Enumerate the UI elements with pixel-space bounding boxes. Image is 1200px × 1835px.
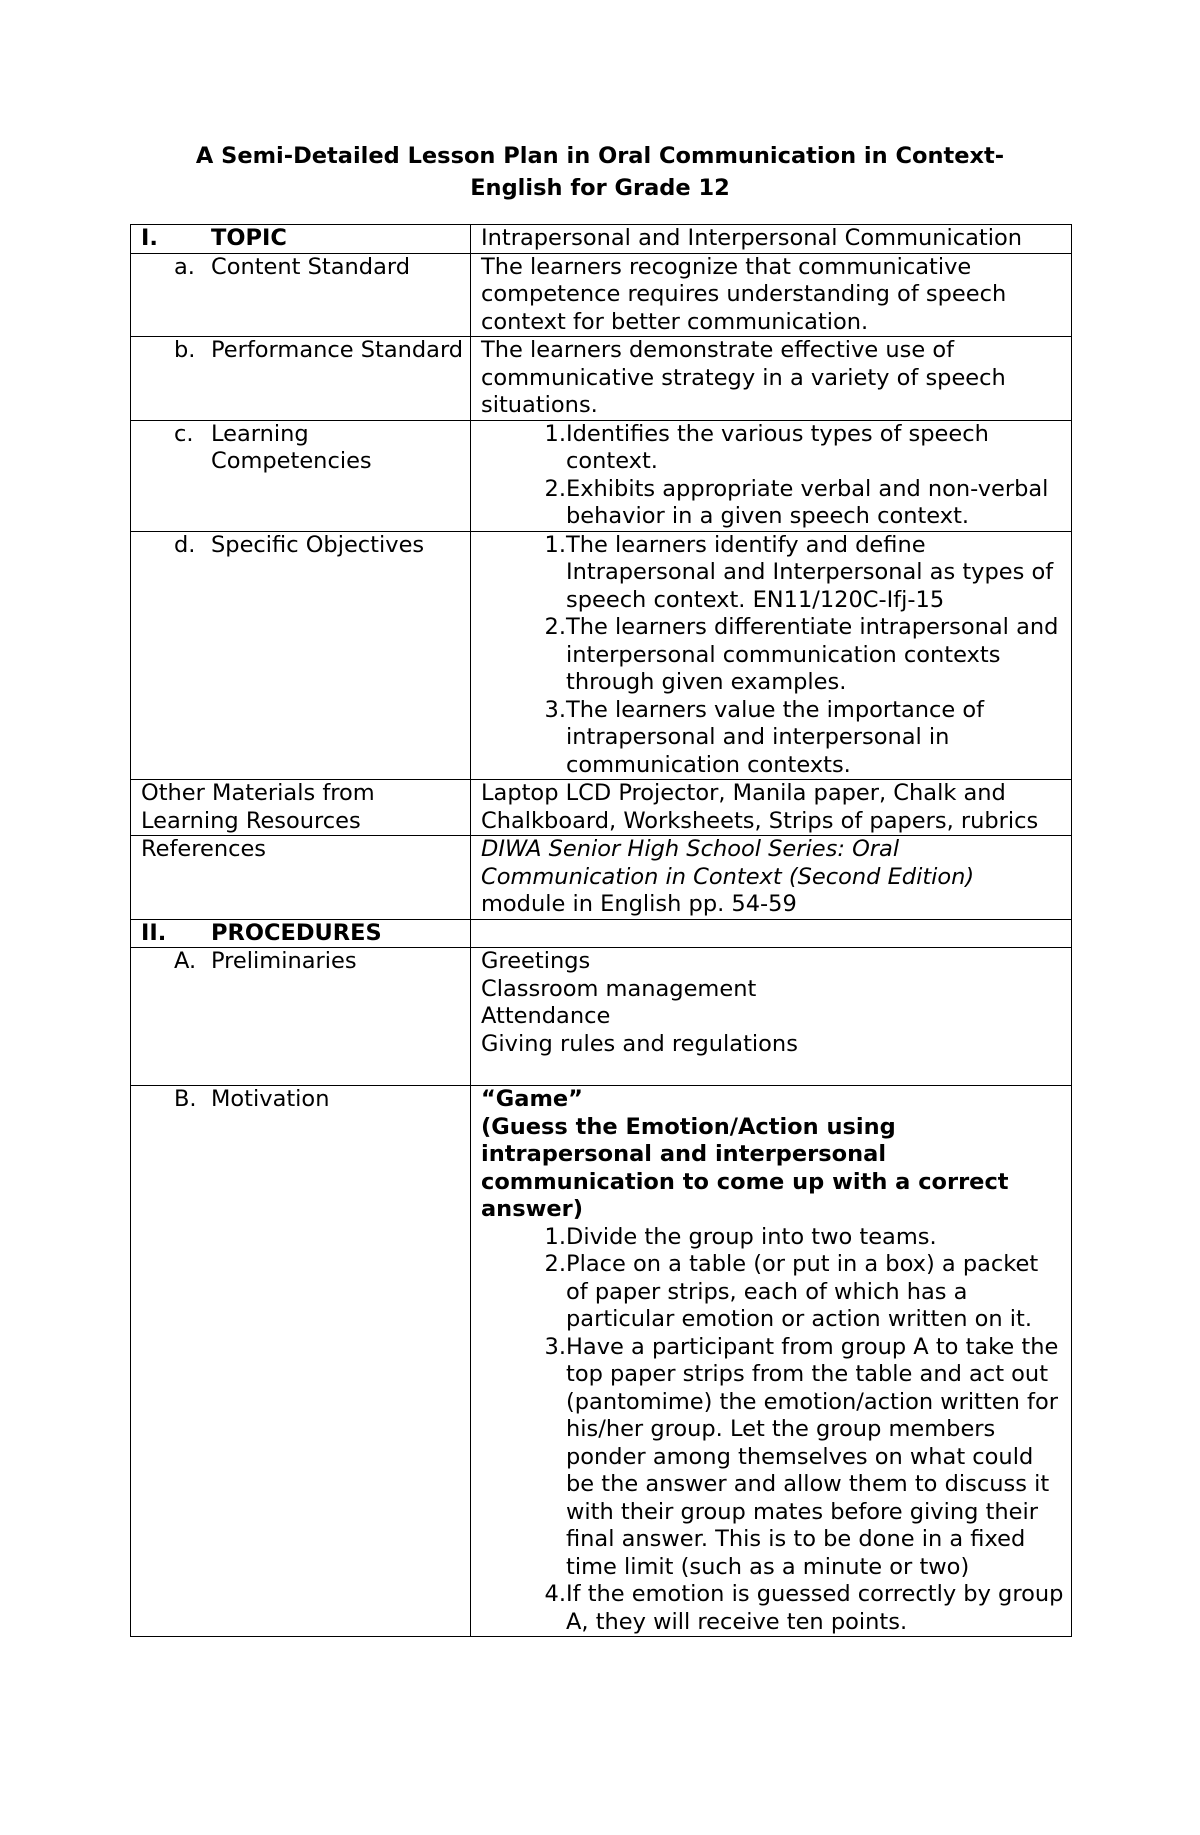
table-row-motivation [131,1086,1072,1637]
motivation-letter: B. [174,1086,197,1112]
list-item-number: 3. [544,696,566,723]
table-row-content-standard [131,253,1072,337]
content-standard-label: Content Standard [211,253,410,280]
list-item [481,421,1065,476]
other-materials-label: Other Materials from Learning Resources [131,780,471,836]
preliminaries-letter: A. [174,948,197,974]
list-item-number: 1. [544,420,566,447]
list-item-number: 1. [544,1223,566,1250]
list-item-text: Exhibits appropriate verbal and non-verbal behavior in a given speech context. [566,475,1049,529]
list-item [481,1224,1065,1252]
list-item [481,1251,1065,1334]
references-suffix: module in English pp. 54-59 [481,891,797,917]
list-item [481,614,1065,697]
list-item [481,1334,1065,1582]
list-item-number: 2. [544,475,566,502]
game-title: “Game” [481,1086,583,1112]
list-item-text: Divide the group into two teams. [566,1223,937,1250]
table-row-performance-standard [131,337,1072,421]
preliminaries-value [471,948,1072,1086]
content-standard-label-cell [131,253,471,337]
learning-competencies-letter: c. [174,420,194,447]
list-item-text: Have a participant from group A to take the top paper strips from the table and act out (pantomime) the emotion/action written for his/her group. Let the group members ponder among themselves on what could be the answer and allow them to discuss it with their group mates before giving their final answer. This is to be done in a fixed time limit (such as a minute or two) [566,1333,1059,1580]
learning-competencies-label-cell [131,420,471,531]
specific-objectives-value [471,531,1072,780]
motivation-label: Motivation [211,1086,330,1112]
performance-standard-label-cell [131,337,471,421]
procedures-label: PROCEDURES [211,919,382,946]
list-item-text: The learners identify and define Intrapersonal and Interpersonal as types of speech context. EN11/120C-Ifj-15 [566,531,1054,613]
preliminaries-line: Classroom management [481,975,757,1002]
list-item-number: 3. [544,1333,566,1360]
table-row-other-materials [131,780,1072,836]
motivation-label-cell [131,1086,471,1637]
other-materials-value: Laptop LCD Projector, Manila paper, Chalk and Chalkboard, Worksheets, Strips of papers, rubrics [471,780,1072,836]
references-value [471,836,1072,920]
topic-label: TOPIC [211,225,287,251]
list-item-text: If the emotion is guessed correctly by group A, they will receive ten points. [566,1581,1064,1635]
game-description: (Guess the Emotion/Action using intrapersonal and interpersonal communication to come up with a correct answer) [481,1113,1009,1222]
preliminaries-label-cell [131,948,471,1086]
table-row-topic [131,225,1072,254]
procedures-label-cell [131,919,471,948]
list-item-text: The learners differentiate intrapersonal and interpersonal communication contexts through given examples. [566,614,1059,695]
list-item [481,697,1065,780]
topic-value: Intrapersonal and Interpersonal Communication [471,225,1072,254]
table-row-references [131,836,1072,920]
specific-objectives-label-cell [131,531,471,780]
list-item-number: 4. [544,1581,566,1607]
content-standard-letter: a. [174,253,195,280]
table-row-procedures [131,919,1072,948]
references-label: References [131,836,471,920]
topic-numeral: I. [141,225,158,251]
list-item-text: Place on a table (or put in a box) a packet of paper strips, each of which has a particular emotion or action written on it. [566,1251,1039,1332]
list-item-number: 2. [544,614,566,640]
performance-standard-label: Performance Standard [211,337,464,363]
list-item-text: Identifies the various types of speech context. [566,420,989,474]
motivation-value [471,1086,1072,1637]
topic-label-cell [131,225,471,254]
lesson-plan-table [130,224,1072,1637]
preliminaries-line: Attendance [481,1003,611,1029]
title-line-2: English for Grade 12 [470,175,730,201]
table-row-learning-competencies [131,420,1072,531]
table-row-specific-objectives [131,531,1072,780]
document-title [130,140,1070,204]
list-item [481,1581,1065,1636]
performance-standard-value: The learners demonstrate effective use of communicative strategy in a variety of speech situations. [471,337,1072,421]
specific-objectives-label: Specific Objectives [211,531,425,558]
procedures-value [471,919,1072,948]
learning-competencies-label: Learning Competencies [211,420,372,474]
list-item-text: The learners value the importance of intrapersonal and interpersonal in communication contexts. [566,696,985,778]
content-standard-value: The learners recognize that communicative competence requires understanding of speech context for better communication. [471,253,1072,337]
learning-competencies-value [471,420,1072,531]
preliminaries-line: Greetings [481,948,591,974]
performance-standard-letter: b. [174,337,196,363]
list-item [481,476,1065,531]
references-book-title: DIWA Senior High School Series: Oral Communication in Context (Second Edition) [481,836,975,890]
list-item [481,532,1065,615]
table-row-preliminaries [131,948,1072,1086]
procedures-numeral: II. [141,919,167,946]
preliminaries-line: Giving rules and regulations [481,1030,798,1057]
preliminaries-label: Preliminaries [211,948,357,974]
specific-objectives-letter: d. [174,531,196,558]
title-line-1: A Semi-Detailed Lesson Plan in Oral Communication in Context- [195,143,1005,169]
list-item-number: 1. [544,531,566,558]
list-item-number: 2. [544,1251,566,1277]
